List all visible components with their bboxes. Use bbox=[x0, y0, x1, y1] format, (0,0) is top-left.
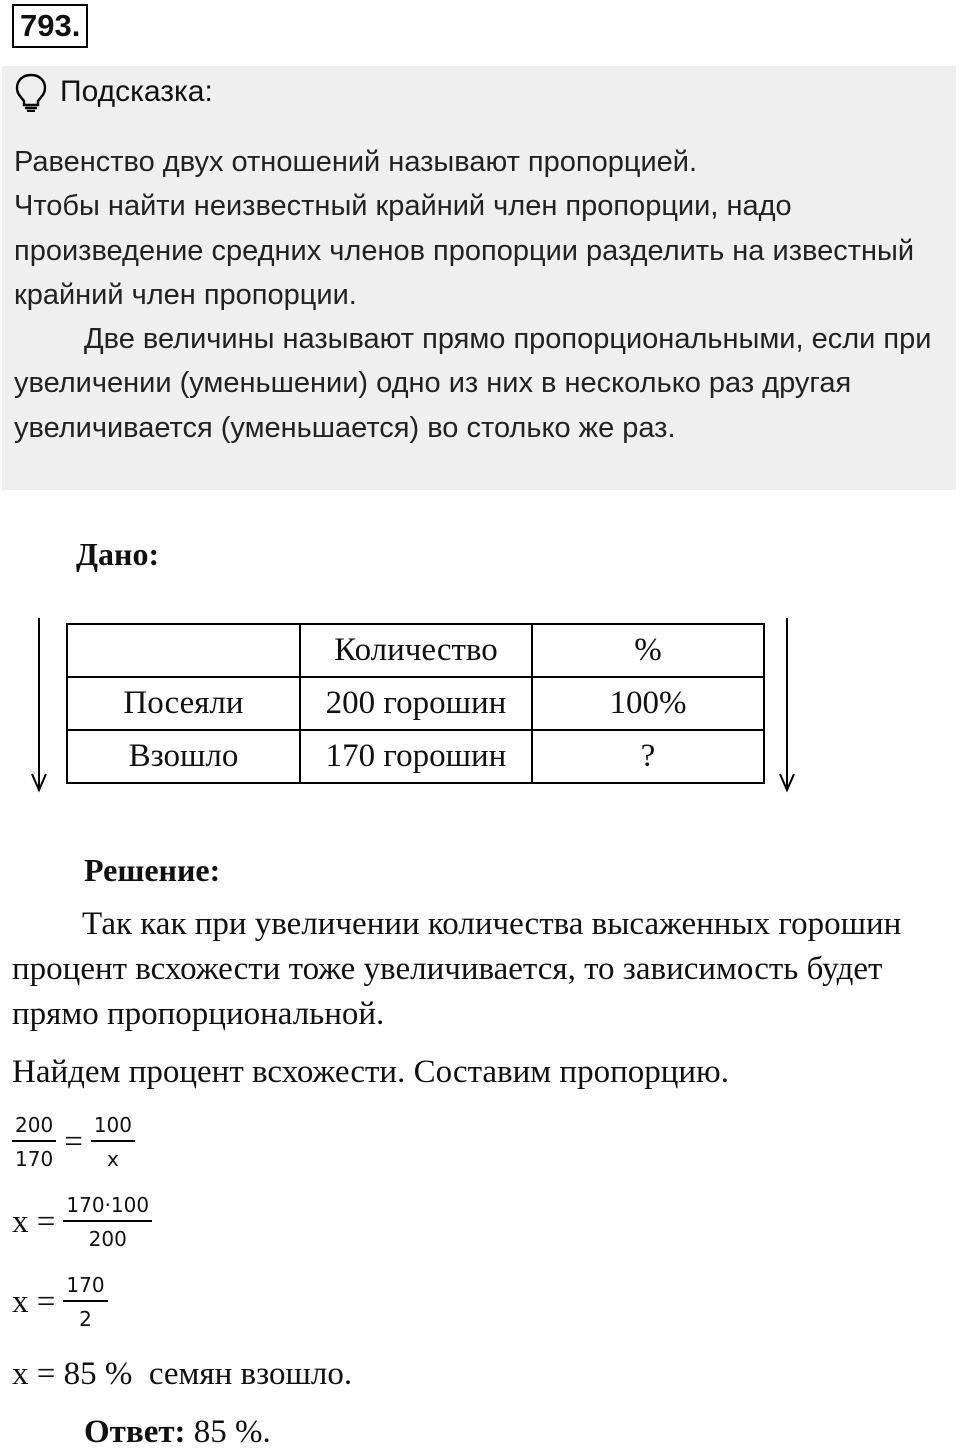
numerator: 100 bbox=[91, 1112, 135, 1142]
denominator: 2 bbox=[79, 1307, 92, 1331]
answer-value: 85 %. bbox=[185, 1414, 271, 1450]
table-header-row bbox=[67, 624, 764, 677]
numerator: 200 bbox=[12, 1112, 56, 1142]
hint-line-3: Две величины называют прямо пропорциональными, если при увеличении (уменьшении) одно из них в несколько раз другая увеличивается (уменьшается) во столько же раз. bbox=[14, 323, 932, 444]
solution-find: Найдем процент всхожести. Составим пропорцию. bbox=[12, 1054, 729, 1090]
answer-label: Ответ: bbox=[84, 1414, 186, 1450]
hint-line-2: Чтобы найти неизвестный крайний член пропорции, надо произведение средних членов пропорции разделить на известный крайний член пропорции. bbox=[14, 190, 915, 311]
equation-lhs: x = bbox=[12, 1203, 56, 1240]
equals-sign: = bbox=[64, 1123, 83, 1160]
table-cell: 170 горошин bbox=[300, 730, 532, 783]
denominator: 200 bbox=[88, 1227, 127, 1251]
equation-4: x = 85 % семян взошло. bbox=[12, 1356, 353, 1392]
hint-title-text: Подсказка: bbox=[60, 75, 213, 108]
hint-line-1: Равенство двух отношений называют пропорцией. bbox=[14, 146, 698, 178]
table-cell: Взошло bbox=[67, 730, 300, 783]
solution-paragraph: Так как при увеличении количества высаженных горошин процент всхожести тоже увеличивается, то зависимость будет прямо пропорциональной. bbox=[12, 906, 902, 1032]
table-cell: % bbox=[532, 624, 764, 677]
table-row bbox=[67, 730, 764, 783]
fraction bbox=[63, 1192, 152, 1252]
numerator: 170·100 bbox=[63, 1192, 152, 1222]
equation-lhs: x = bbox=[12, 1283, 56, 1320]
solution-text bbox=[12, 902, 952, 1037]
fraction bbox=[12, 1112, 56, 1172]
answer bbox=[84, 1414, 271, 1451]
table-cell bbox=[67, 624, 300, 677]
table-cell: Посеяли bbox=[67, 677, 300, 730]
denominator: 170 bbox=[15, 1147, 54, 1171]
fraction bbox=[91, 1112, 135, 1172]
down-arrow-right-icon bbox=[779, 618, 795, 793]
equation-1 bbox=[12, 1112, 135, 1172]
down-arrow-left-icon bbox=[31, 618, 47, 793]
table-cell: ? bbox=[532, 730, 764, 783]
given-title: Дано: bbox=[76, 536, 160, 572]
table-cell: 200 горошин bbox=[300, 677, 532, 730]
task-number: 793. bbox=[12, 4, 88, 48]
equation-2 bbox=[12, 1192, 152, 1252]
lightbulb-icon bbox=[14, 72, 48, 112]
numerator: 170 bbox=[63, 1272, 107, 1302]
hint-title bbox=[14, 72, 213, 112]
given-table bbox=[66, 623, 765, 784]
hint-text bbox=[14, 140, 949, 450]
table-cell: 100% bbox=[532, 677, 764, 730]
denominator: x bbox=[106, 1147, 119, 1171]
table-row bbox=[67, 677, 764, 730]
table-cell: Количество bbox=[300, 624, 532, 677]
equation-3 bbox=[12, 1272, 108, 1332]
fraction bbox=[63, 1272, 107, 1332]
solution-title: Решение: bbox=[84, 852, 221, 888]
